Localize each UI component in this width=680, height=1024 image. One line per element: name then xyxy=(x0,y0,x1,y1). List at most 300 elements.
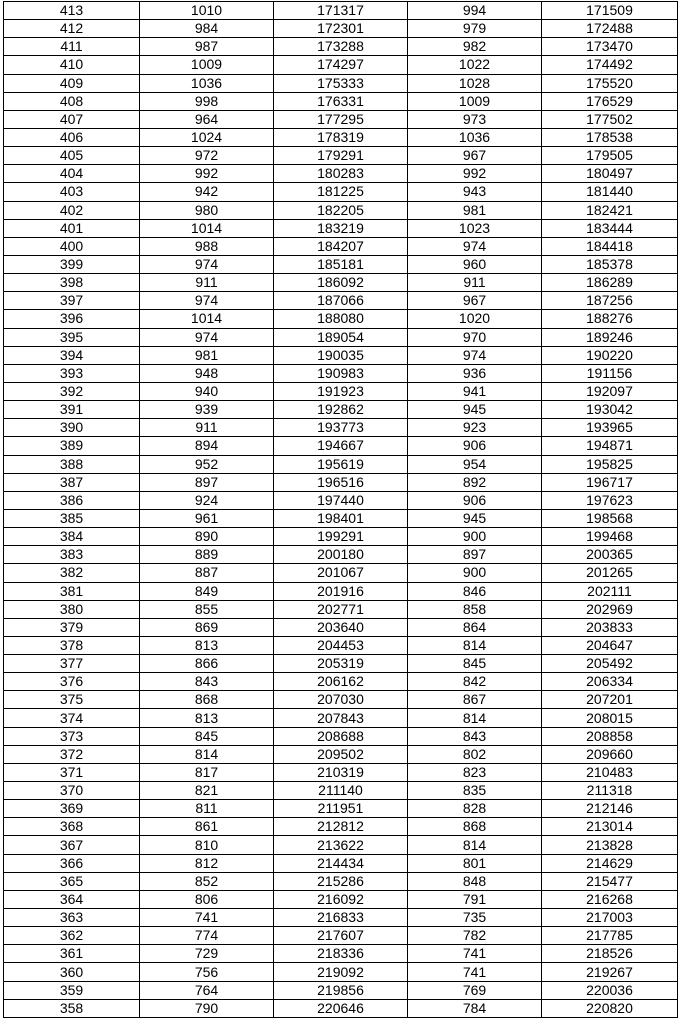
cumulative-b-cell: 174492 xyxy=(542,56,678,74)
count-b-cell: 923 xyxy=(408,419,542,437)
count-a-cell: 974 xyxy=(140,328,274,346)
cumulative-b-cell: 179505 xyxy=(542,147,678,165)
score-cell: 406 xyxy=(4,128,140,146)
table-row xyxy=(4,854,678,872)
count-a-cell: 890 xyxy=(140,528,274,546)
table-row xyxy=(4,909,678,927)
cumulative-a-cell: 182205 xyxy=(274,201,408,219)
count-a-cell: 988 xyxy=(140,237,274,255)
count-a-cell: 972 xyxy=(140,147,274,165)
score-cell: 403 xyxy=(4,183,140,201)
count-a-cell: 924 xyxy=(140,491,274,509)
cumulative-a-cell: 175333 xyxy=(274,74,408,92)
score-cell: 358 xyxy=(4,999,140,1017)
cumulative-b-cell: 203833 xyxy=(542,618,678,636)
count-a-cell: 980 xyxy=(140,201,274,219)
cumulative-a-cell: 220646 xyxy=(274,999,408,1017)
table-row xyxy=(4,437,678,455)
cumulative-b-cell: 193042 xyxy=(542,401,678,419)
table-row xyxy=(4,509,678,527)
score-cell: 388 xyxy=(4,455,140,473)
table-row xyxy=(4,56,678,74)
cumulative-b-cell: 201265 xyxy=(542,564,678,582)
cumulative-a-cell: 173288 xyxy=(274,38,408,56)
table-row xyxy=(4,745,678,763)
count-a-cell: 1009 xyxy=(140,56,274,74)
cumulative-a-cell: 210319 xyxy=(274,763,408,781)
table-row xyxy=(4,364,678,382)
count-b-cell: 848 xyxy=(408,872,542,890)
cumulative-b-cell: 217785 xyxy=(542,927,678,945)
count-a-cell: 948 xyxy=(140,364,274,382)
cumulative-b-cell: 190220 xyxy=(542,346,678,364)
cumulative-a-cell: 177295 xyxy=(274,110,408,128)
score-cell: 404 xyxy=(4,165,140,183)
count-b-cell: 784 xyxy=(408,999,542,1017)
table-row xyxy=(4,600,678,618)
count-a-cell: 1036 xyxy=(140,74,274,92)
cumulative-a-cell: 195619 xyxy=(274,455,408,473)
count-b-cell: 981 xyxy=(408,201,542,219)
count-a-cell: 942 xyxy=(140,183,274,201)
count-a-cell: 855 xyxy=(140,600,274,618)
table-row xyxy=(4,800,678,818)
table-row xyxy=(4,419,678,437)
count-b-cell: 992 xyxy=(408,165,542,183)
count-a-cell: 845 xyxy=(140,727,274,745)
table-row xyxy=(4,310,678,328)
count-a-cell: 764 xyxy=(140,981,274,999)
cumulative-a-cell: 191923 xyxy=(274,382,408,400)
score-distribution-table-container xyxy=(3,1,677,1018)
count-a-cell: 1010 xyxy=(140,2,274,20)
cumulative-b-cell: 208015 xyxy=(542,709,678,727)
cumulative-a-cell: 174297 xyxy=(274,56,408,74)
count-a-cell: 813 xyxy=(140,709,274,727)
count-b-cell: 741 xyxy=(408,963,542,981)
cumulative-b-cell: 173470 xyxy=(542,38,678,56)
table-row xyxy=(4,491,678,509)
cumulative-b-cell: 202111 xyxy=(542,582,678,600)
cumulative-a-cell: 190983 xyxy=(274,364,408,382)
cumulative-b-cell: 193965 xyxy=(542,419,678,437)
table-row xyxy=(4,582,678,600)
table-row xyxy=(4,927,678,945)
table-row xyxy=(4,346,678,364)
count-a-cell: 911 xyxy=(140,274,274,292)
count-b-cell: 858 xyxy=(408,600,542,618)
cumulative-a-cell: 183219 xyxy=(274,219,408,237)
cumulative-a-cell: 181225 xyxy=(274,183,408,201)
count-a-cell: 974 xyxy=(140,255,274,273)
cumulative-a-cell: 207843 xyxy=(274,709,408,727)
table-row xyxy=(4,183,678,201)
count-a-cell: 849 xyxy=(140,582,274,600)
count-b-cell: 845 xyxy=(408,655,542,673)
count-b-cell: 828 xyxy=(408,800,542,818)
score-cell: 374 xyxy=(4,709,140,727)
count-b-cell: 911 xyxy=(408,274,542,292)
score-cell: 367 xyxy=(4,836,140,854)
cumulative-b-cell: 210483 xyxy=(542,763,678,781)
count-b-cell: 814 xyxy=(408,836,542,854)
cumulative-b-cell: 181440 xyxy=(542,183,678,201)
count-a-cell: 821 xyxy=(140,782,274,800)
count-b-cell: 936 xyxy=(408,364,542,382)
cumulative-a-cell: 209502 xyxy=(274,745,408,763)
cumulative-b-cell: 183444 xyxy=(542,219,678,237)
table-row xyxy=(4,618,678,636)
cumulative-b-cell: 213828 xyxy=(542,836,678,854)
table-row xyxy=(4,673,678,691)
cumulative-a-cell: 187066 xyxy=(274,292,408,310)
score-cell: 376 xyxy=(4,673,140,691)
score-cell: 379 xyxy=(4,618,140,636)
count-b-cell: 814 xyxy=(408,636,542,654)
count-a-cell: 817 xyxy=(140,763,274,781)
score-cell: 413 xyxy=(4,2,140,20)
count-b-cell: 900 xyxy=(408,528,542,546)
count-b-cell: 967 xyxy=(408,292,542,310)
score-cell: 360 xyxy=(4,963,140,981)
cumulative-a-cell: 204453 xyxy=(274,636,408,654)
table-row xyxy=(4,836,678,854)
count-b-cell: 1022 xyxy=(408,56,542,74)
count-a-cell: 894 xyxy=(140,437,274,455)
count-a-cell: 974 xyxy=(140,292,274,310)
cumulative-a-cell: 212812 xyxy=(274,818,408,836)
cumulative-a-cell: 203640 xyxy=(274,618,408,636)
count-b-cell: 782 xyxy=(408,927,542,945)
table-row xyxy=(4,128,678,146)
count-a-cell: 869 xyxy=(140,618,274,636)
score-cell: 363 xyxy=(4,909,140,927)
cumulative-a-cell: 208688 xyxy=(274,727,408,745)
count-b-cell: 954 xyxy=(408,455,542,473)
score-cell: 362 xyxy=(4,927,140,945)
score-cell: 373 xyxy=(4,727,140,745)
score-cell: 366 xyxy=(4,854,140,872)
count-b-cell: 868 xyxy=(408,818,542,836)
score-cell: 408 xyxy=(4,92,140,110)
cumulative-a-cell: 192862 xyxy=(274,401,408,419)
score-cell: 385 xyxy=(4,509,140,527)
cumulative-a-cell: 176331 xyxy=(274,92,408,110)
count-b-cell: 791 xyxy=(408,890,542,908)
count-b-cell: 823 xyxy=(408,763,542,781)
score-cell: 399 xyxy=(4,255,140,273)
count-a-cell: 843 xyxy=(140,673,274,691)
count-b-cell: 1020 xyxy=(408,310,542,328)
score-cell: 386 xyxy=(4,491,140,509)
table-row xyxy=(4,74,678,92)
cumulative-b-cell: 219267 xyxy=(542,963,678,981)
count-a-cell: 806 xyxy=(140,890,274,908)
score-cell: 405 xyxy=(4,147,140,165)
cumulative-a-cell: 196516 xyxy=(274,473,408,491)
cumulative-a-cell: 193773 xyxy=(274,419,408,437)
count-b-cell: 906 xyxy=(408,491,542,509)
cumulative-b-cell: 191156 xyxy=(542,364,678,382)
score-cell: 409 xyxy=(4,74,140,92)
count-a-cell: 790 xyxy=(140,999,274,1017)
cumulative-a-cell: 211140 xyxy=(274,782,408,800)
count-a-cell: 811 xyxy=(140,800,274,818)
score-cell: 394 xyxy=(4,346,140,364)
cumulative-b-cell: 195825 xyxy=(542,455,678,473)
table-row xyxy=(4,165,678,183)
count-b-cell: 970 xyxy=(408,328,542,346)
count-b-cell: 906 xyxy=(408,437,542,455)
table-row xyxy=(4,455,678,473)
cumulative-b-cell: 188276 xyxy=(542,310,678,328)
table-row xyxy=(4,763,678,781)
cumulative-b-cell: 185378 xyxy=(542,255,678,273)
count-a-cell: 897 xyxy=(140,473,274,491)
score-cell: 401 xyxy=(4,219,140,237)
count-b-cell: 960 xyxy=(408,255,542,273)
table-row xyxy=(4,401,678,419)
table-row xyxy=(4,691,678,709)
table-row xyxy=(4,981,678,999)
score-distribution-table xyxy=(3,1,678,1018)
count-a-cell: 866 xyxy=(140,655,274,673)
table-row xyxy=(4,999,678,1017)
count-a-cell: 992 xyxy=(140,165,274,183)
score-cell: 372 xyxy=(4,745,140,763)
count-a-cell: 984 xyxy=(140,20,274,38)
cumulative-a-cell: 171317 xyxy=(274,2,408,20)
table-row xyxy=(4,382,678,400)
score-cell: 364 xyxy=(4,890,140,908)
cumulative-a-cell: 201067 xyxy=(274,564,408,582)
cumulative-b-cell: 187256 xyxy=(542,292,678,310)
score-cell: 368 xyxy=(4,818,140,836)
count-a-cell: 889 xyxy=(140,546,274,564)
score-cell: 391 xyxy=(4,401,140,419)
count-a-cell: 774 xyxy=(140,927,274,945)
table-row xyxy=(4,945,678,963)
table-row xyxy=(4,655,678,673)
cumulative-a-cell: 202771 xyxy=(274,600,408,618)
count-b-cell: 1023 xyxy=(408,219,542,237)
cumulative-b-cell: 200365 xyxy=(542,546,678,564)
count-b-cell: 974 xyxy=(408,237,542,255)
table-row xyxy=(4,201,678,219)
count-b-cell: 864 xyxy=(408,618,542,636)
count-b-cell: 892 xyxy=(408,473,542,491)
cumulative-b-cell: 202969 xyxy=(542,600,678,618)
count-a-cell: 741 xyxy=(140,909,274,927)
cumulative-a-cell: 213622 xyxy=(274,836,408,854)
count-b-cell: 973 xyxy=(408,110,542,128)
cumulative-b-cell: 217003 xyxy=(542,909,678,927)
cumulative-a-cell: 219092 xyxy=(274,963,408,981)
table-row xyxy=(4,328,678,346)
table-row xyxy=(4,237,678,255)
table-row xyxy=(4,564,678,582)
count-b-cell: 801 xyxy=(408,854,542,872)
cumulative-a-cell: 189054 xyxy=(274,328,408,346)
score-cell: 383 xyxy=(4,546,140,564)
cumulative-a-cell: 205319 xyxy=(274,655,408,673)
count-b-cell: 1009 xyxy=(408,92,542,110)
table-row xyxy=(4,219,678,237)
score-cell: 387 xyxy=(4,473,140,491)
count-b-cell: 900 xyxy=(408,564,542,582)
score-cell: 375 xyxy=(4,691,140,709)
table-row xyxy=(4,963,678,981)
cumulative-b-cell: 211318 xyxy=(542,782,678,800)
count-a-cell: 756 xyxy=(140,963,274,981)
cumulative-b-cell: 192097 xyxy=(542,382,678,400)
score-cell: 377 xyxy=(4,655,140,673)
count-b-cell: 814 xyxy=(408,709,542,727)
score-cell: 411 xyxy=(4,38,140,56)
cumulative-a-cell: 219856 xyxy=(274,981,408,999)
score-cell: 384 xyxy=(4,528,140,546)
score-cell: 393 xyxy=(4,364,140,382)
cumulative-b-cell: 206334 xyxy=(542,673,678,691)
count-a-cell: 1014 xyxy=(140,310,274,328)
cumulative-b-cell: 177502 xyxy=(542,110,678,128)
count-a-cell: 729 xyxy=(140,945,274,963)
count-b-cell: 735 xyxy=(408,909,542,927)
cumulative-b-cell: 189246 xyxy=(542,328,678,346)
count-a-cell: 812 xyxy=(140,854,274,872)
count-b-cell: 943 xyxy=(408,183,542,201)
cumulative-b-cell: 214629 xyxy=(542,854,678,872)
cumulative-a-cell: 197440 xyxy=(274,491,408,509)
score-cell: 370 xyxy=(4,782,140,800)
count-b-cell: 1028 xyxy=(408,74,542,92)
count-a-cell: 998 xyxy=(140,92,274,110)
score-cell: 359 xyxy=(4,981,140,999)
score-cell: 380 xyxy=(4,600,140,618)
count-b-cell: 846 xyxy=(408,582,542,600)
score-cell: 398 xyxy=(4,274,140,292)
table-row xyxy=(4,255,678,273)
count-a-cell: 981 xyxy=(140,346,274,364)
cumulative-b-cell: 198568 xyxy=(542,509,678,527)
count-a-cell: 952 xyxy=(140,455,274,473)
cumulative-b-cell: 199468 xyxy=(542,528,678,546)
score-cell: 365 xyxy=(4,872,140,890)
cumulative-b-cell: 172488 xyxy=(542,20,678,38)
table-row xyxy=(4,147,678,165)
cumulative-a-cell: 214434 xyxy=(274,854,408,872)
table-row xyxy=(4,528,678,546)
count-b-cell: 842 xyxy=(408,673,542,691)
table-row xyxy=(4,890,678,908)
cumulative-a-cell: 178319 xyxy=(274,128,408,146)
score-cell: 390 xyxy=(4,419,140,437)
count-a-cell: 1024 xyxy=(140,128,274,146)
table-row xyxy=(4,473,678,491)
count-b-cell: 994 xyxy=(408,2,542,20)
count-b-cell: 843 xyxy=(408,727,542,745)
cumulative-b-cell: 208858 xyxy=(542,727,678,745)
score-cell: 400 xyxy=(4,237,140,255)
count-a-cell: 810 xyxy=(140,836,274,854)
cumulative-b-cell: 171509 xyxy=(542,2,678,20)
cumulative-b-cell: 186289 xyxy=(542,274,678,292)
count-a-cell: 814 xyxy=(140,745,274,763)
cumulative-b-cell: 182421 xyxy=(542,201,678,219)
table-body xyxy=(4,2,678,1018)
cumulative-a-cell: 211951 xyxy=(274,800,408,818)
count-b-cell: 974 xyxy=(408,346,542,364)
cumulative-b-cell: 197623 xyxy=(542,491,678,509)
cumulative-b-cell: 218526 xyxy=(542,945,678,963)
cumulative-b-cell: 213014 xyxy=(542,818,678,836)
count-a-cell: 813 xyxy=(140,636,274,654)
table-row xyxy=(4,20,678,38)
count-b-cell: 945 xyxy=(408,509,542,527)
count-a-cell: 911 xyxy=(140,419,274,437)
cumulative-a-cell: 206162 xyxy=(274,673,408,691)
cumulative-a-cell: 172301 xyxy=(274,20,408,38)
cumulative-a-cell: 217607 xyxy=(274,927,408,945)
cumulative-a-cell: 215286 xyxy=(274,872,408,890)
count-a-cell: 940 xyxy=(140,382,274,400)
count-b-cell: 802 xyxy=(408,745,542,763)
score-cell: 371 xyxy=(4,763,140,781)
count-a-cell: 964 xyxy=(140,110,274,128)
cumulative-a-cell: 186092 xyxy=(274,274,408,292)
cumulative-b-cell: 205492 xyxy=(542,655,678,673)
score-cell: 361 xyxy=(4,945,140,963)
cumulative-b-cell: 220036 xyxy=(542,981,678,999)
cumulative-a-cell: 180283 xyxy=(274,165,408,183)
table-row xyxy=(4,92,678,110)
cumulative-a-cell: 194667 xyxy=(274,437,408,455)
score-cell: 396 xyxy=(4,310,140,328)
table-row xyxy=(4,636,678,654)
cumulative-a-cell: 218336 xyxy=(274,945,408,963)
score-cell: 369 xyxy=(4,800,140,818)
cumulative-a-cell: 188080 xyxy=(274,310,408,328)
score-cell: 410 xyxy=(4,56,140,74)
count-a-cell: 1014 xyxy=(140,219,274,237)
cumulative-b-cell: 196717 xyxy=(542,473,678,491)
cumulative-b-cell: 184418 xyxy=(542,237,678,255)
cumulative-b-cell: 175520 xyxy=(542,74,678,92)
count-a-cell: 861 xyxy=(140,818,274,836)
score-cell: 395 xyxy=(4,328,140,346)
table-row xyxy=(4,292,678,310)
cumulative-b-cell: 216268 xyxy=(542,890,678,908)
table-row xyxy=(4,782,678,800)
count-a-cell: 852 xyxy=(140,872,274,890)
score-cell: 382 xyxy=(4,564,140,582)
table-row xyxy=(4,872,678,890)
cumulative-b-cell: 220820 xyxy=(542,999,678,1017)
count-b-cell: 945 xyxy=(408,401,542,419)
count-a-cell: 887 xyxy=(140,564,274,582)
count-a-cell: 987 xyxy=(140,38,274,56)
count-b-cell: 897 xyxy=(408,546,542,564)
count-b-cell: 769 xyxy=(408,981,542,999)
cumulative-a-cell: 190035 xyxy=(274,346,408,364)
cumulative-b-cell: 207201 xyxy=(542,691,678,709)
cumulative-b-cell: 212146 xyxy=(542,800,678,818)
table-row xyxy=(4,2,678,20)
cumulative-a-cell: 207030 xyxy=(274,691,408,709)
score-cell: 412 xyxy=(4,20,140,38)
score-cell: 407 xyxy=(4,110,140,128)
count-b-cell: 867 xyxy=(408,691,542,709)
